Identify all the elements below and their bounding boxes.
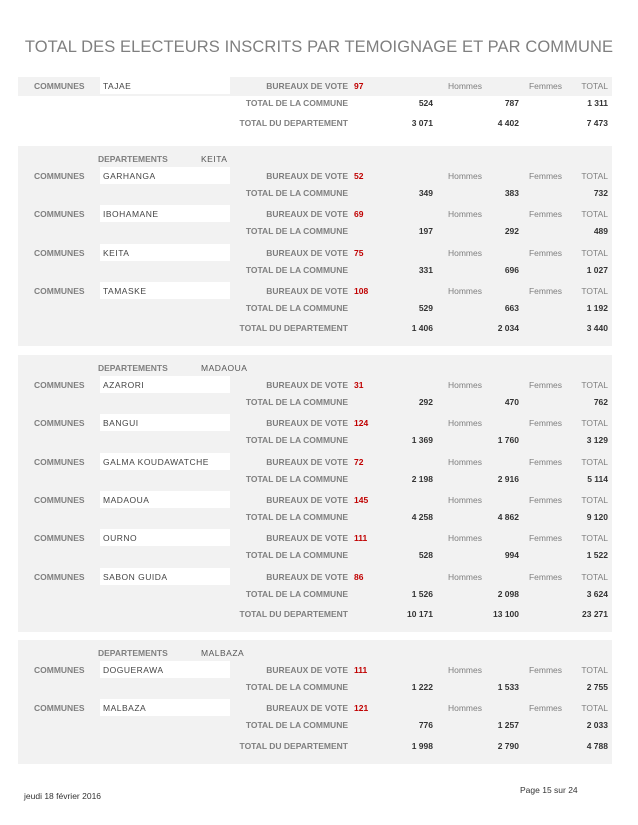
commune-total: 9 120	[586, 511, 608, 522]
total-commune-label: TOTAL DE LA COMMUNE	[245, 264, 348, 275]
bureaux-count: 121	[354, 703, 369, 714]
hommes-header: Hommes	[447, 665, 482, 675]
commune-hommes: 4 258	[411, 511, 433, 522]
commune-total: 5 114	[587, 473, 608, 484]
bureaux-count: 52	[354, 171, 364, 181]
femmes-header: Femmes	[528, 380, 562, 390]
commune-femmes: 2 916	[497, 473, 519, 484]
departements-label: DEPARTEMENTS	[98, 154, 168, 164]
departement-femmes: 13 100	[493, 608, 519, 619]
femmes-header: Femmes	[528, 571, 562, 582]
bureaux-label: BUREAUX DE VOTE	[266, 703, 348, 714]
commune-femmes: 1 533	[497, 682, 519, 692]
bureaux-label: BUREAUX DE VOTE	[266, 571, 348, 582]
total-commune-label: TOTAL DE LA COMMUNE	[245, 720, 348, 731]
commune-femmes: 2 098	[497, 588, 519, 599]
departements-label: DEPARTEMENTS	[98, 363, 168, 373]
commune-hommes: 1 222	[411, 682, 433, 692]
commune-block	[18, 699, 612, 737]
commune-hommes: 2 198	[411, 473, 433, 484]
departement-total-row	[18, 321, 612, 337]
hommes-header: Hommes	[447, 380, 482, 390]
commune-femmes: 292	[504, 226, 519, 237]
bureaux-count: 124	[354, 418, 369, 429]
communes-label: COMMUNES	[34, 418, 85, 429]
bureaux-count: 31	[354, 380, 364, 390]
hommes-header: Hommes	[447, 418, 482, 429]
commune-hommes: 197	[418, 226, 433, 237]
commune-name: IBOHAMANE	[103, 209, 159, 220]
commune-name: TAMASKE	[103, 285, 147, 296]
total-commune-label: TOTAL DE LA COMMUNE	[245, 188, 348, 198]
communes-label: COMMUNES	[34, 494, 85, 505]
commune-block	[18, 205, 612, 243]
total-header: TOTAL	[581, 571, 608, 582]
commune-total: 762	[593, 397, 608, 407]
total-departement-label: TOTAL DU DEPARTEMENT	[239, 323, 348, 334]
total-header: TOTAL	[581, 456, 608, 467]
commune-femmes: 4 862	[497, 511, 519, 522]
total-commune-label: TOTAL DE LA COMMUNE	[245, 226, 348, 237]
bureaux-count: 86	[354, 571, 364, 582]
departement-total: 23 271	[582, 608, 608, 619]
commune-name: MADAOUA	[103, 494, 150, 505]
hommes-header: Hommes	[447, 494, 482, 505]
communes-label: COMMUNES	[34, 171, 85, 181]
commune-femmes: 1 760	[497, 435, 519, 446]
femmes-header: Femmes	[528, 171, 562, 181]
departement-total: 3 440	[586, 323, 608, 334]
total-commune-label: TOTAL DE LA COMMUNE	[245, 511, 348, 522]
total-header: TOTAL	[581, 533, 608, 544]
commune-block	[18, 568, 612, 606]
bureaux-count: 145	[354, 494, 369, 505]
departement-section	[18, 640, 612, 764]
commune-hommes: 528	[418, 550, 433, 561]
commune-femmes: 994	[504, 550, 519, 561]
page-title: TOTAL DES ELECTEURS INSCRITS PAR TEMOIGNAGE ET PAR COMMUNE	[24, 38, 614, 56]
femmes-header: Femmes	[528, 456, 562, 467]
hommes-header: Hommes	[447, 171, 482, 181]
commune-total: 3 129	[586, 435, 608, 446]
total-commune-label: TOTAL DE LA COMMUNE	[245, 682, 348, 692]
commune-block	[18, 376, 612, 414]
total-commune-label: TOTAL DE LA COMMUNE	[245, 302, 348, 313]
commune-hommes: 331	[418, 264, 433, 275]
total-departement-label: TOTAL DU DEPARTEMENT	[239, 740, 348, 751]
departement-femmes: 2 034	[497, 323, 519, 334]
total-header: TOTAL	[581, 665, 608, 675]
femmes-header: Femmes	[528, 703, 562, 714]
bureaux-label: BUREAUX DE VOTE	[266, 247, 348, 258]
departement-total-row	[18, 116, 612, 132]
communes-label: COMMUNES	[34, 380, 85, 390]
total-header: TOTAL	[581, 171, 608, 181]
hommes-header: Hommes	[447, 81, 482, 91]
bureaux-count: 111	[354, 665, 368, 675]
commune-block	[18, 244, 612, 282]
total-header: TOTAL	[581, 418, 608, 429]
footer-page-number: Page 15 sur 24	[520, 785, 578, 795]
communes-label: COMMUNES	[34, 209, 85, 220]
bureaux-label: BUREAUX DE VOTE	[266, 171, 348, 181]
total-header: TOTAL	[581, 81, 608, 91]
communes-label: COMMUNES	[34, 456, 85, 467]
departement-section	[18, 146, 612, 346]
commune-femmes: 787	[504, 98, 519, 108]
bureaux-label: BUREAUX DE VOTE	[266, 494, 348, 505]
bureaux-label: BUREAUX DE VOTE	[266, 665, 348, 675]
commune-hommes: 1 526	[411, 588, 433, 599]
commune-total: 2 755	[586, 682, 608, 692]
hommes-header: Hommes	[447, 533, 482, 544]
commune-total: 489	[593, 226, 608, 237]
communes-label: COMMUNES	[34, 665, 85, 675]
departement-name: MADAOUA	[201, 363, 248, 373]
femmes-header: Femmes	[528, 533, 562, 544]
commune-hommes: 776	[418, 720, 433, 731]
total-commune-label: TOTAL DE LA COMMUNE	[245, 397, 348, 407]
commune-hommes: 524	[418, 98, 433, 108]
hommes-header: Hommes	[447, 285, 482, 296]
departement-section	[18, 355, 612, 632]
commune-total: 1 522	[586, 550, 608, 561]
departement-femmes: 4 402	[497, 118, 519, 128]
commune-name: MALBAZA	[103, 703, 147, 714]
commune-name: TAJAE	[103, 81, 132, 91]
bureaux-label: BUREAUX DE VOTE	[266, 285, 348, 296]
commune-block	[18, 661, 612, 699]
femmes-header: Femmes	[528, 285, 562, 296]
bureaux-count: 108	[354, 285, 369, 296]
commune-block	[18, 282, 612, 320]
departement-total-row	[18, 739, 612, 755]
section-carry-over	[18, 77, 612, 137]
commune-femmes: 383	[504, 188, 519, 198]
bureaux-label: BUREAUX DE VOTE	[266, 533, 348, 544]
departement-name: MALBAZA	[201, 648, 245, 658]
commune-hommes: 529	[418, 302, 433, 313]
total-header: TOTAL	[581, 209, 608, 220]
hommes-header: Hommes	[447, 247, 482, 258]
communes-label: COMMUNES	[34, 703, 85, 714]
hommes-header: Hommes	[447, 456, 482, 467]
total-departement-label: TOTAL DU DEPARTEMENT	[239, 118, 348, 128]
departement-name: KEITA	[201, 154, 228, 164]
commune-hommes: 349	[418, 188, 433, 198]
communes-label: COMMUNES	[34, 247, 85, 258]
commune-hommes: 292	[418, 397, 433, 407]
bureaux-count: 97	[354, 81, 364, 91]
femmes-header: Femmes	[528, 665, 562, 675]
departement-hommes: 10 171	[407, 608, 433, 619]
bureaux-label: BUREAUX DE VOTE	[266, 380, 348, 390]
communes-label: COMMUNES	[34, 81, 85, 91]
commune-block	[18, 529, 612, 567]
departement-femmes: 2 790	[497, 740, 519, 751]
communes-label: COMMUNES	[34, 571, 85, 582]
hommes-header: Hommes	[447, 703, 482, 714]
femmes-header: Femmes	[528, 418, 562, 429]
departement-total-row	[18, 607, 612, 623]
communes-label: COMMUNES	[34, 285, 85, 296]
commune-total: 1 311	[587, 98, 608, 108]
communes-label: COMMUNES	[34, 533, 85, 544]
total-commune-label: TOTAL DE LA COMMUNE	[245, 473, 348, 484]
bureaux-label: BUREAUX DE VOTE	[266, 209, 348, 220]
departement-hommes: 3 071	[411, 118, 433, 128]
femmes-header: Femmes	[528, 81, 562, 91]
commune-femmes: 696	[504, 264, 519, 275]
bureaux-label: BUREAUX DE VOTE	[266, 418, 348, 429]
commune-name: SABON GUIDA	[103, 571, 168, 582]
commune-name: GALMA KOUDAWATCHE	[103, 456, 209, 467]
departement-hommes: 1 998	[411, 740, 433, 751]
bureaux-count: 75	[354, 247, 364, 258]
femmes-header: Femmes	[528, 209, 562, 220]
commune-name: DOGUERAWA	[103, 665, 164, 675]
total-header: TOTAL	[581, 703, 608, 714]
commune-total: 1 192	[586, 302, 608, 313]
bureaux-label: BUREAUX DE VOTE	[266, 456, 348, 467]
total-header: TOTAL	[581, 285, 608, 296]
departement-total: 4 788	[586, 740, 608, 751]
commune-block	[18, 491, 612, 529]
bureaux-count: 72	[354, 456, 364, 467]
commune-total: 1 027	[586, 264, 608, 275]
departement-hommes: 1 406	[411, 323, 433, 334]
bureaux-count: 69	[354, 209, 364, 220]
commune-block	[18, 77, 612, 115]
total-header: TOTAL	[581, 494, 608, 505]
commune-name: OURNO	[103, 533, 138, 544]
total-header: TOTAL	[581, 247, 608, 258]
bureaux-label: BUREAUX DE VOTE	[266, 81, 348, 91]
total-commune-label: TOTAL DE LA COMMUNE	[245, 98, 348, 108]
commune-femmes: 1 257	[497, 720, 519, 731]
commune-name: BANGUI	[103, 418, 139, 429]
commune-total: 2 033	[586, 720, 608, 731]
departements-label: DEPARTEMENTS	[98, 648, 168, 658]
total-commune-label: TOTAL DE LA COMMUNE	[245, 550, 348, 561]
commune-femmes: 470	[504, 397, 519, 407]
commune-name: KEITA	[103, 247, 130, 258]
total-departement-label: TOTAL DU DEPARTEMENT	[239, 608, 348, 619]
total-header: TOTAL	[581, 380, 608, 390]
femmes-header: Femmes	[528, 247, 562, 258]
total-commune-label: TOTAL DE LA COMMUNE	[245, 435, 348, 446]
commune-block	[18, 453, 612, 491]
hommes-header: Hommes	[447, 571, 482, 582]
bureaux-count: 111	[354, 533, 368, 544]
commune-block	[18, 167, 612, 205]
footer-date: jeudi 18 février 2016	[24, 791, 102, 801]
commune-name: GARHANGA	[103, 171, 156, 181]
commune-total: 3 624	[586, 588, 608, 599]
total-commune-label: TOTAL DE LA COMMUNE	[245, 588, 348, 599]
commune-block	[18, 414, 612, 452]
commune-total: 732	[593, 188, 608, 198]
hommes-header: Hommes	[447, 209, 482, 220]
departement-total: 7 473	[586, 118, 608, 128]
femmes-header: Femmes	[528, 494, 562, 505]
commune-name: AZARORI	[103, 380, 145, 390]
commune-femmes: 663	[504, 302, 519, 313]
commune-hommes: 1 369	[411, 435, 433, 446]
